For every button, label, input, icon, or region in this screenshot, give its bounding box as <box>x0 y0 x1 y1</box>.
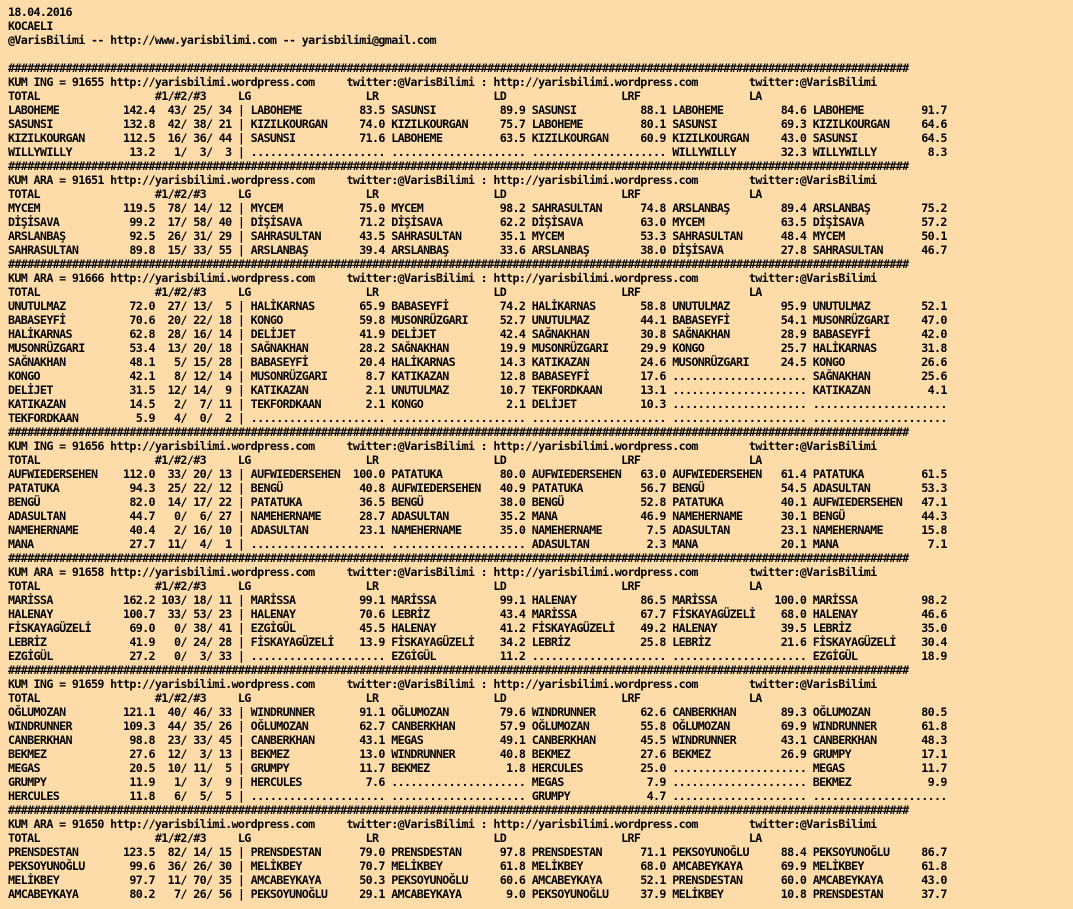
result-row: FİSKAYAGÜZELİ 69.0 0/ 38/ 41 | EZGİGÜL 45.5 HALENAY 41.2 FİSKAYAGÜZELİ 49.2 HALENAY 39.5 LEBRİZ 35.0 <box>8 621 947 635</box>
result-row: WINDRUNNER 109.3 44/ 35/ 26 | OĞLUMOZAN 62.7 CANBERKHAN 57.9 OĞLUMOZAN 55.8 OĞLUMOZAN 69.9 WINDRUNNER 61.8 <box>8 719 947 733</box>
result-row: BENGÜ 82.0 14/ 17/ 22 | PATATUKA 36.5 BENGÜ 38.0 BENGÜ 52.8 PATATUKA 40.1 AUFWIEDERSEHEN 47.1 <box>8 495 947 509</box>
result-row: BABASEYFİ 70.6 20/ 22/ 18 | KONGO 59.8 MUSONRÜZGARI 52.7 UNUTULMAZ 44.1 BABASEYFİ 54.1 MUSONRÜZGARI 47.0 <box>8 313 947 327</box>
race-block <box>8 61 1073 159</box>
result-row: SAHRASULTAN 89.8 15/ 33/ 55 | ARSLANBAŞ 39.4 ARSLANBAŞ 33.6 ARSLANBAŞ 38.0 DİŞİSAVA 27.8 SAHRASULTAN 46.7 <box>8 243 947 257</box>
race-blocks <box>8 61 1073 901</box>
column-header-line: TOTAL #1/#2/#3 LG LR LD LRF LA <box>8 187 762 201</box>
result-row: LEBRİZ 41.9 0/ 24/ 28 | FİSKAYAGÜZELİ 13.9 FİSKAYAGÜZELİ 34.2 LEBRİZ 25.8 LEBRİZ 21.6 FİSKAYAGÜZELİ 30.4 <box>8 635 947 649</box>
result-row: UNUTULMAZ 72.0 27/ 13/ 5 | HALİKARNAS 65.9 BABASEYFİ 74.2 HALİKARNAS 58.8 UNUTULMAZ 95.9 UNUTULMAZ 52.1 <box>8 299 947 313</box>
result-row: MANA 27.7 11/ 4/ 1 | ..................... ..................... ADASULTAN 2.3 MANA 20.1 MANA 7.1 <box>8 537 947 551</box>
result-row: SAĞNAKHAN 48.1 5/ 15/ 28 | BABASEYFİ 20.4 HALİKARNAS 14.3 KATIKAZAN 24.6 MUSONRÜZGARI 24.5 KONGO 26.6 <box>8 355 947 369</box>
separator-line: ############################################################################################################################################# <box>8 663 909 677</box>
result-row: DİŞİSAVA 99.2 17/ 58/ 40 | DİŞİSAVA 71.2 DİŞİSAVA 62.2 DİŞİSAVA 63.0 MYCEM 63.5 DİŞİSAVA 57.2 <box>8 215 947 229</box>
result-row: PRENSDESTAN 123.5 82/ 14/ 15 | PRENSDESTAN 79.0 PRENSDESTAN 97.8 PRENSDESTAN 71.1 PEKSOYUNOĞLU 88.4 PEKSOYUNOĞLU 86.7 <box>8 845 947 859</box>
race-block <box>8 663 1073 803</box>
separator-line: ############################################################################################################################################# <box>8 425 909 439</box>
result-row: HALENAY 100.7 33/ 53/ 23 | HALENAY 70.6 LEBRİZ 43.4 MARİSSA 67.7 FİSKAYAGÜZELİ 68.0 HALENAY 46.6 <box>8 607 947 621</box>
race-title-line: KUM ARA = 91650 http://yarisbilimi.wordpress.com twitter:@VarisBilimi : http://yarisbilimi.wordpress.com twitter:@VarisBilimi <box>8 817 877 831</box>
result-row: KONGO 42.1 8/ 12/ 14 | MUSONRÜZGARI 8.7 KATIKAZAN 12.8 BABASEYFİ 17.6 ..................... SAĞNAKHAN 25.6 <box>8 369 947 383</box>
result-row: MARİSSA 162.2 103/ 18/ 11 | MARİSSA 99.1 MARİSSA 99.1 HALENAY 86.5 MARİSSA 100.0 MARİSSA 98.2 <box>8 593 947 607</box>
result-row: LABOHEME 142.4 43/ 25/ 34 | LABOHEME 83.5 SASUNSI 89.9 SASUNSI 88.1 LABOHEME 84.6 LABOHEME 91.7 <box>8 103 947 117</box>
result-row: WILLYWILLY 13.2 1/ 3/ 3 | ..................... ..................... ..................... WILLYWILLY 32.3 WILLYWILLY 8.3 <box>8 145 947 159</box>
race-title-line: KUM ING = 91659 http://yarisbilimi.wordpress.com twitter:@VarisBilimi : http://yarisbilimi.wordpress.com twitter:@VarisBilimi <box>8 677 877 691</box>
separator-line: ############################################################################################################################################# <box>8 257 909 271</box>
column-header-line: TOTAL #1/#2/#3 LG LR LD LRF LA <box>8 579 762 593</box>
separator-line: ############################################################################################################################################# <box>8 159 909 173</box>
race-block <box>8 803 1073 901</box>
column-header-line: TOTAL #1/#2/#3 LG LR LD LRF LA <box>8 89 762 103</box>
race-block <box>8 425 1073 551</box>
column-header-line: TOTAL #1/#2/#3 LG LR LD LRF LA <box>8 691 762 705</box>
result-row: PEKSOYUNOĞLU 99.6 36/ 26/ 30 | MELİKBEY 70.7 MELİKBEY 61.8 MELİKBEY 68.0 AMCABEYKAYA 69.9 MELİKBEY 61.8 <box>8 859 947 873</box>
race-title-line: KUM ARA = 91666 http://yarisbilimi.wordpress.com twitter:@VarisBilimi : http://yarisbilimi.wordpress.com twitter:@VarisBilimi <box>8 271 877 285</box>
race-block <box>8 159 1073 257</box>
result-row: KIZILKOURGAN 112.5 16/ 36/ 44 | SASUNSI 71.6 LABOHEME 63.5 KIZILKOURGAN 60.9 KIZILKOURGAN 43.0 SASUNSI 64.5 <box>8 131 947 145</box>
result-row: HERCULES 11.8 6/ 5/ 5 | ..................... ..................... GRUMPY 4.7 ..................... ..................... <box>8 789 947 803</box>
separator-line: ############################################################################################################################################# <box>8 61 909 75</box>
column-header-line: TOTAL #1/#2/#3 LG LR LD LRF LA <box>8 453 762 467</box>
result-row: TEKFORDKAAN 5.9 4/ 0/ 2 | ..................... ..................... ..................... ..................... ..................... <box>8 411 947 425</box>
result-row: CANBERKHAN 98.8 23/ 33/ 45 | CANBERKHAN 43.1 MEGAS 49.1 CANBERKHAN 45.5 WINDRUNNER 43.1 CANBERKHAN 48.3 <box>8 733 947 747</box>
race-block <box>8 257 1073 425</box>
result-row: SASUNSI 132.8 42/ 38/ 21 | KIZILKOURGAN 74.0 KIZILKOURGAN 75.7 LABOHEME 80.1 SASUNSI 69.3 KIZILKOURGAN 64.6 <box>8 117 947 131</box>
result-row: ADASULTAN 44.7 0/ 6/ 27 | NAMEHERNAME 28.7 ADASULTAN 35.2 MANA 46.9 NAMEHERNAME 30.1 BENGÜ 44.3 <box>8 509 947 523</box>
report-city: KOCAELI <box>8 19 53 33</box>
result-row: NAMEHERNAME 40.4 2/ 16/ 10 | ADASULTAN 23.1 NAMEHERNAME 35.0 NAMEHERNAME 7.5 ADASULTAN 23.1 NAMEHERNAME 15.8 <box>8 523 947 537</box>
blank-line <box>8 47 1073 61</box>
separator-line: ############################################################################################################################################# <box>8 803 909 817</box>
result-row: MUSONRÜZGARI 53.4 13/ 20/ 18 | SAĞNAKHAN 28.2 SAĞNAKHAN 19.9 MUSONRÜZGARI 29.9 KONGO 25.7 HALİKARNAS 31.8 <box>8 341 947 355</box>
result-row: MELİKBEY 97.7 11/ 70/ 35 | AMCABEYKAYA 50.3 PEKSOYUNOĞLU 60.6 AMCABEYKAYA 52.1 PRENSDESTAN 60.0 AMCABEYKAYA 43.0 <box>8 873 947 887</box>
result-row: DELİJET 31.5 12/ 14/ 9 | KATIKAZAN 2.1 UNUTULMAZ 10.7 TEKFORDKAAN 13.1 ..................... KATIKAZAN 4.1 <box>8 383 947 397</box>
race-title-line: KUM ARA = 91658 http://yarisbilimi.wordpress.com twitter:@VarisBilimi : http://yarisbilimi.wordpress.com twitter:@VarisBilimi <box>8 565 877 579</box>
result-row: PATATUKA 94.3 25/ 22/ 12 | BENGÜ 40.8 AUFWIEDERSEHEN 40.9 PATATUKA 56.7 BENGÜ 54.5 ADASULTAN 53.3 <box>8 481 947 495</box>
report-date: 18.04.2016 <box>8 5 72 19</box>
result-row: KATIKAZAN 14.5 2/ 7/ 11 | TEKFORDKAAN 2.1 KONGO 2.1 DELİJET 10.3 ..................... ..................... <box>8 397 947 411</box>
contact-line: @VarisBilimi -- http://www.yarisbilimi.com -- yarisbilimi@gmail.com <box>8 33 436 47</box>
separator-line: ############################################################################################################################################# <box>8 551 909 565</box>
column-header-line: TOTAL #1/#2/#3 LG LR LD LRF LA <box>8 831 762 845</box>
result-row: MYCEM 119.5 78/ 14/ 12 | MYCEM 75.0 MYCEM 98.2 SAHRASULTAN 74.8 ARSLANBAŞ 89.4 ARSLANBAŞ 75.2 <box>8 201 947 215</box>
result-row: MEGAS 20.5 10/ 11/ 5 | GRUMPY 11.7 BEKMEZ 1.8 HERCULES 25.0 ..................... MEGAS 11.7 <box>8 761 947 775</box>
result-row: GRUMPY 11.9 1/ 3/ 9 | HERCULES 7.6 ..................... MEGAS 7.9 ..................... BEKMEZ 9.9 <box>8 775 947 789</box>
race-title-line: KUM ARA = 91651 http://yarisbilimi.wordpress.com twitter:@VarisBilimi : http://yarisbilimi.wordpress.com twitter:@VarisBilimi <box>8 173 877 187</box>
race-block <box>8 551 1073 663</box>
result-row: OĞLUMOZAN 121.1 40/ 46/ 33 | WINDRUNNER 91.1 OĞLUMOZAN 79.6 WINDRUNNER 62.6 CANBERKHAN 89.3 OĞLUMOZAN 80.5 <box>8 705 947 719</box>
column-header-line: TOTAL #1/#2/#3 LG LR LD LRF LA <box>8 285 762 299</box>
result-row: BEKMEZ 27.6 12/ 3/ 13 | BEKMEZ 13.0 WINDRUNNER 40.8 BEKMEZ 27.6 BEKMEZ 26.9 GRUMPY 17.1 <box>8 747 947 761</box>
result-row: AMCABEYKAYA 80.2 7/ 26/ 56 | PEKSOYUNOĞLU 29.1 AMCABEYKAYA 9.0 PEKSOYUNOĞLU 37.9 MELİKBEY 10.8 PRENSDESTAN 37.7 <box>8 887 947 901</box>
result-row: HALİKARNAS 62.8 28/ 16/ 14 | DELİJET 41.9 DELİJET 42.4 SAĞNAKHAN 30.8 SAĞNAKHAN 28.9 BABASEYFİ 42.0 <box>8 327 947 341</box>
result-row: EZGİGÜL 27.2 0/ 3/ 33 | ..................... EZGİGÜL 11.2 ..................... ..................... EZGİGÜL 18.9 <box>8 649 947 663</box>
race-title-line: KUM ING = 91655 http://yarisbilimi.wordpress.com twitter:@VarisBilimi : http://yarisbilimi.wordpress.com twitter:@VarisBilimi <box>8 75 877 89</box>
race-title-line: KUM ING = 91656 http://yarisbilimi.wordpress.com twitter:@VarisBilimi : http://yarisbilimi.wordpress.com twitter:@VarisBilimi <box>8 439 877 453</box>
result-row: ARSLANBAŞ 92.5 26/ 31/ 29 | SAHRASULTAN 43.5 SAHRASULTAN 35.1 MYCEM 53.3 SAHRASULTAN 48.4 MYCEM 50.1 <box>8 229 947 243</box>
result-row: AUFWIEDERSEHEN 112.0 33/ 20/ 13 | AUFWIEDERSEHEN 100.0 PATATUKA 80.0 AUFWIEDERSEHEN 63.0 AUFWIEDERSEHEN 61.4 PATATUKA 61.5 <box>8 467 947 481</box>
